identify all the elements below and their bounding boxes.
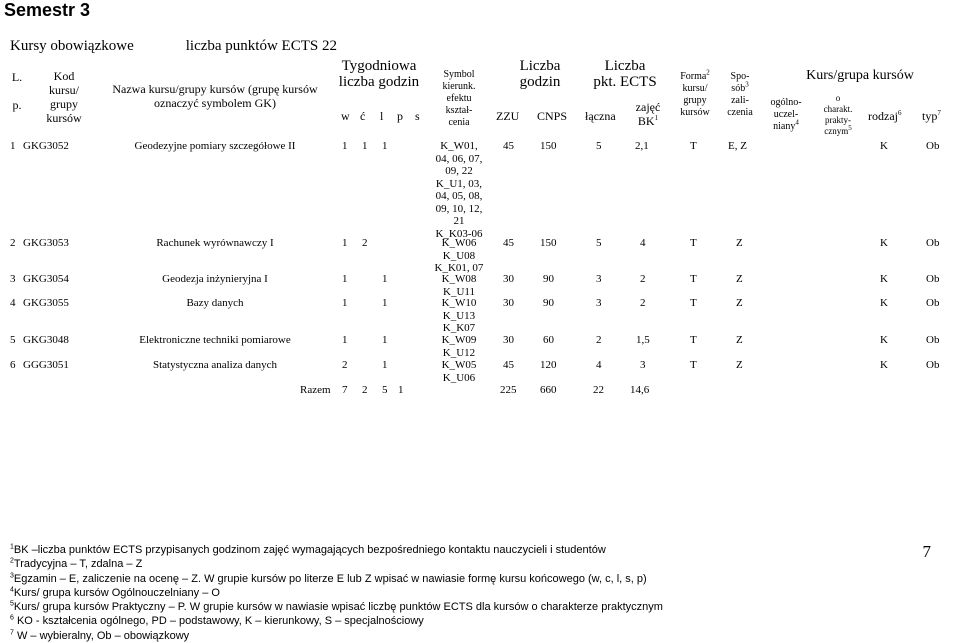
total-bk: 14,6 — [630, 384, 650, 396]
header-c: ć — [360, 109, 366, 123]
footnote-4: $^4$Kurs/ grupa kursów Ogólnouczelniany – O — [10, 586, 220, 599]
header-rodzaj: rodzaj$^6$ — [868, 109, 902, 123]
row-sposob: Z — [736, 237, 743, 249]
header-p: p — [397, 109, 403, 123]
total-c: 2 — [362, 384, 368, 396]
row-lp: 3 — [10, 273, 16, 285]
row-kod: GKG3055 — [23, 297, 69, 309]
row-laczna: 5 — [596, 237, 602, 249]
header-ogolnouczelniany: ogólno- uczel- niany$^4$ — [770, 97, 802, 132]
header-w: w — [341, 109, 350, 123]
row-rodzaj: K — [880, 334, 888, 346]
row-nazwa: Geodezja inżynieryjna I — [162, 273, 268, 285]
row-w: 1 — [342, 334, 348, 346]
footnote-2: $^2$Tradycyjna – T, zdalna – Z — [10, 557, 143, 571]
row-sposob: E, Z — [728, 140, 747, 152]
row-symbol: K_W10 K_U13 K_K07 — [441, 297, 477, 334]
page-title: Semestr 3 — [4, 0, 91, 20]
row-l: 1 — [382, 140, 388, 152]
row-l: 1 — [382, 334, 388, 346]
row-typ: Ob — [926, 273, 940, 285]
total-laczna: 22 — [593, 384, 604, 396]
row-forma: T — [690, 359, 697, 371]
row-bk: 4 — [640, 237, 646, 249]
row-typ: Ob — [926, 334, 940, 346]
row-w: 1 — [342, 140, 348, 152]
row-zzu: 30 — [503, 334, 514, 346]
row-laczna: 3 — [596, 273, 602, 285]
row-rodzaj: K — [880, 297, 888, 309]
header-forma: Forma$^2$ kursu/ grupy kursów — [680, 68, 710, 118]
row-typ: Ob — [926, 359, 940, 371]
row-bk: 2,1 — [635, 140, 649, 152]
header-lp: L. p. — [11, 70, 23, 112]
row-nazwa: Rachunek wyrównawczy I — [156, 237, 274, 249]
row-kod: GKG3052 — [23, 140, 69, 152]
header-liczba-godzin: Liczba godzin — [519, 58, 561, 90]
row-zzu: 30 — [503, 273, 514, 285]
row-bk: 2 — [640, 273, 646, 285]
row-symbol: K_W09 K_U12 — [441, 334, 477, 359]
row-symbol: K_W08 K_U11 — [441, 273, 477, 298]
header-charakt: o charakt. prakty- cznym$^5$ — [823, 93, 853, 136]
row-sposob: Z — [736, 273, 743, 285]
row-zzu: 30 — [503, 297, 514, 309]
row-rodzaj: K — [880, 237, 888, 249]
row-symbol: K_W06 K_U08 K_K01, 07 — [434, 237, 484, 274]
row-zzu: 45 — [503, 237, 514, 249]
row-rodzaj: K — [880, 359, 888, 371]
header-typ: typ$^7$ — [922, 109, 941, 123]
row-forma: T — [690, 334, 697, 346]
page-number: 7 — [922, 542, 931, 561]
row-lp: 6 — [10, 359, 16, 371]
row-cnps: 150 — [540, 140, 557, 152]
row-bk: 3 — [640, 359, 646, 371]
footnote-3: $^3$Egzamin – E, zaliczenie na ocenę – Z. W grupie kursów po literze E lub Z wpisać w nawiasie formę kursu końcowego (w, c, l, s, p) — [10, 571, 647, 585]
header-sposob: Spo- sób$^3$ zali- czenia — [727, 71, 753, 118]
row-cnps: 150 — [540, 237, 557, 249]
row-lp: 1 — [10, 140, 16, 152]
row-laczna: 3 — [596, 297, 602, 309]
total-l: 5 — [382, 384, 388, 396]
total-zzu: 225 — [500, 384, 517, 396]
row-bk: 2 — [640, 297, 646, 309]
section-header — [10, 38, 337, 55]
row-lp: 4 — [10, 297, 16, 309]
row-cnps: 90 — [543, 297, 554, 309]
header-liczba-pkt: Liczba pkt. ECTS — [593, 58, 657, 90]
header-kurs-grupa: Kurs/grupa kursów — [806, 68, 914, 83]
row-bk: 1,5 — [636, 334, 650, 346]
header-tygodniowa: Tygodniowa liczba godzin — [338, 58, 420, 90]
row-typ: Ob — [926, 237, 940, 249]
header-l: l — [380, 109, 384, 123]
header-laczna: łączna — [585, 109, 616, 123]
header-s: s — [415, 109, 420, 123]
row-rodzaj: K — [880, 140, 888, 152]
row-w: 1 — [342, 273, 348, 285]
row-cnps: 120 — [540, 359, 557, 371]
section-label: Kursy obowiązkowe — [10, 38, 134, 54]
row-sposob: Z — [736, 359, 743, 371]
row-zzu: 45 — [503, 359, 514, 371]
row-forma: T — [690, 140, 697, 152]
row-w: 1 — [342, 237, 348, 249]
row-zzu: 45 — [503, 140, 514, 152]
row-lp: 2 — [10, 237, 16, 249]
header-cnps: CNPS — [537, 109, 568, 123]
header-zajec-bk: zajęć $BK^1$ — [635, 100, 661, 128]
row-symbol: K_W01, 04, 06, 07, 09, 22 K_U1, 03, 04, 05, 08, 09, 10, 12, 21 K_K03-06 — [435, 140, 483, 240]
header-nazwa: Nazwa kursu/grupy kursów (grupę kursów oznaczyć symbolem GK) — [112, 82, 318, 110]
row-nazwa: Geodezyjne pomiary szczegółowe II — [134, 140, 296, 152]
total-label: Razem — [300, 384, 331, 396]
row-l: 1 — [382, 297, 388, 309]
row-kod: GGG3051 — [23, 359, 69, 371]
ects-value: 22 — [321, 38, 337, 54]
row-cnps: 60 — [543, 334, 554, 346]
total-cnps: 660 — [540, 384, 557, 396]
row-symbol: K_W05 K_U06 — [441, 359, 477, 384]
header-symbol: Symbol kierunk. efektu kształ- cenia — [442, 69, 476, 128]
ects-label: liczba punktów ECTS — [185, 38, 319, 54]
footnotes — [10, 543, 663, 643]
footnote-7: $^7$ W – wybieralny, Ob – obowiązkowy — [10, 629, 190, 642]
row-laczna: 5 — [596, 140, 602, 152]
row-nazwa: Elektroniczne techniki pomiarowe — [139, 334, 291, 346]
row-kod: GKG3053 — [23, 237, 69, 249]
row-w: 2 — [342, 359, 348, 371]
row-forma: T — [690, 273, 697, 285]
row-rodzaj: K — [880, 273, 888, 285]
row-lp: 5 — [10, 334, 16, 346]
row-c: 2 — [362, 237, 368, 249]
row-nazwa: Statystyczna analiza danych — [152, 359, 277, 371]
row-l: 1 — [382, 273, 388, 285]
row-nazwa: Bazy danych — [186, 297, 244, 309]
row-w: 1 — [342, 297, 348, 309]
header-zzu: ZZU — [496, 109, 520, 123]
row-forma: T — [690, 237, 697, 249]
row-l: 1 — [382, 359, 388, 371]
header-kod: Kod kursu/ grupy kursów — [46, 69, 82, 125]
row-c: 1 — [362, 140, 368, 152]
footnote-6: $^6$ KO - kształcenia ogólnego, PD – podstawowy, K – kierunkowy, S – specjalnościowy — [10, 614, 424, 628]
row-sposob: Z — [736, 334, 743, 346]
row-typ: Ob — [926, 140, 940, 152]
row-kod: GKG3054 — [23, 273, 69, 285]
row-cnps: 90 — [543, 273, 554, 285]
row-kod: GKG3048 — [23, 334, 69, 346]
row-laczna: 4 — [596, 359, 602, 371]
footnote-1: $^1$BK –liczba punktów ECTS przypisanych godzinom zajęć wymagających bezpośredniego kontaktu nauczycieli i studentów — [10, 543, 606, 556]
total-p: 1 — [398, 384, 404, 396]
footnote-5: $^5$Kurs/ grupa kursów Praktyczny – P. W grupie kursów w nawiasie wpisać liczbę punktów ECTS dla kursów o charakterze praktycznym — [10, 600, 663, 614]
row-typ: Ob — [926, 297, 940, 309]
row-sposob: Z — [736, 297, 743, 309]
row-laczna: 2 — [596, 334, 602, 346]
row-forma: T — [690, 297, 697, 309]
total-w: 7 — [342, 384, 348, 396]
